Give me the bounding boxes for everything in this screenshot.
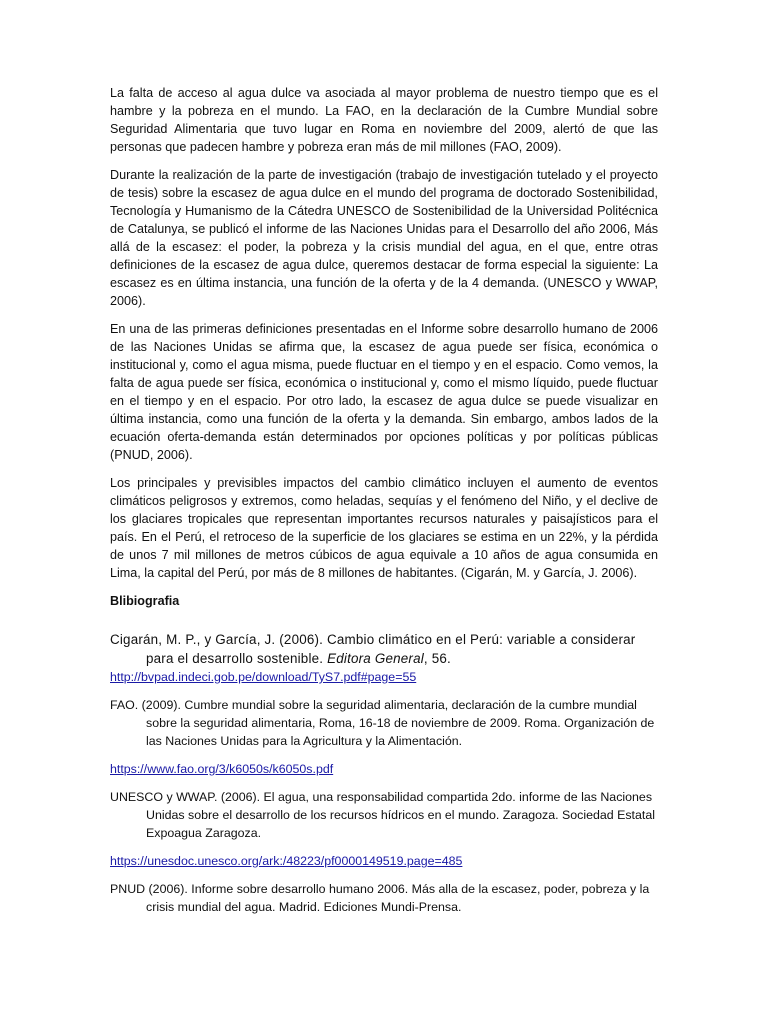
- document-page: [110, 84, 658, 916]
- reference-pnud: PNUD (2006). Informe sobre desarrollo humano 2006. Más alla de la escasez, poder, pobreza y la crisis mundial del agua. Madrid. Ediciones Mundi-Prensa.: [110, 882, 650, 914]
- reference-cigaran-pages: , 56.: [423, 651, 451, 666]
- link-bvpad[interactable]: http://bvpad.indeci.gob.pe/download/TyS7.pdf#page=55: [110, 670, 417, 684]
- reference-fao: FAO. (2009). Cumbre mundial sobre la seguridad alimentaria, declaración de la cumbre mundial sobre la seguridad alimentaria, Roma, 16-18 de noviembre de 2009. Roma. Organización de las Naciones Unidas para la Agricultura y la Alimentación.: [110, 698, 655, 748]
- reference-cigaran: [110, 630, 658, 668]
- link-fao[interactable]: https://www.fao.org/3/k6050s/k6050s.pdf: [110, 762, 334, 776]
- paragraph-climate-impacts: Los principales y previsibles impactos del cambio climático incluyen el aumento de eventos climáticos peligrosos y extremos, como heladas, sequías y el fenómeno del Niño, y el declive de los glaciares tropicales que representan importantes recursos naturales y paisajísticos para el país. En el Perú, el retroceso de la superficie de los glaciares se estima en un 22%, y la pérdida de unos 7 mil millones de metros cúbicos de agua equivale a 10 años de agua consumida en Lima, la capital del Perú, por más de 8 millones de habitantes. (Cigarán, M. y García, J. 2006).: [110, 476, 658, 580]
- paragraph-research: Durante la realización de la parte de investigación (trabajo de investigación tutelado y el proyecto de tesis) sobre la escasez de agua dulce en el mundo del programa de doctorado Sostenibilidad, Tecnología y Humanismo de la Cátedra UNESCO de Sostenibilidad de la Universidad Politécnica de Catalunya, se publicó el informe de las Naciones Unidas para el Desarrollo del año 2006, Más allá de la escasez: el poder, la pobreza y la crisis mundial del agua, en el que, entre otras definiciones de la escasez de agua dulce, queremos destacar de forma especial la siguiente: La escasez es en última instancia, una función de la oferta y de la 4 demanda. (UNESCO y WWAP, 2006).: [110, 168, 658, 308]
- bibliography-heading: Blibiografia: [110, 594, 180, 608]
- reference-cigaran-publisher: Editora General: [327, 651, 424, 666]
- paragraph-definitions: En una de las primeras definiciones presentadas en el Informe sobre desarrollo humano de 2006 de las Naciones Unidas se afirma que, la escasez de agua puede ser física, económica o institucional y, como el agua misma, puede fluctuar en el tiempo y en el espacio. Como vemos, la falta de agua puede ser física, económica o institucional y, como el mismo líquido, puede fluctuar en el tiempo y en el espacio. Por otro lado, la escasez de agua dulce se puede visualizar en última instancia, como una función de la oferta y la demanda. Sin embargo, ambos lados de la ecuación oferta-demanda están determinados por opciones políticas y por políticas públicas (PNUD, 2006).: [110, 322, 658, 462]
- paragraph-hunger: La falta de acceso al agua dulce va asociada al mayor problema de nuestro tiempo que es el hambre y la pobreza en el mundo. La FAO, en la declaración de la Cumbre Mundial sobre Seguridad Alimentaria que tuvo lugar en Roma en noviembre del 2009, alertó de que las personas que padecen hambre y pobreza eran más de mil millones (FAO, 2009).: [110, 86, 658, 154]
- reference-unesco: UNESCO y WWAP. (2006). El agua, una responsabilidad compartida 2do. informe de las Naciones Unidas sobre el desarrollo de los recursos hídricos en el mundo. Zaragoza. Sociedad Estatal Expoagua Zaragoza.: [110, 790, 655, 840]
- reference-cigaran-text: Cigarán, M. P., y García, J. (2006). Cambio climático en el Perú: variable a considerar para el desarrollo sostenible.: [110, 632, 636, 666]
- link-unesdoc[interactable]: https://unesdoc.unesco.org/ark:/48223/pf0000149519.page=485: [110, 854, 463, 868]
